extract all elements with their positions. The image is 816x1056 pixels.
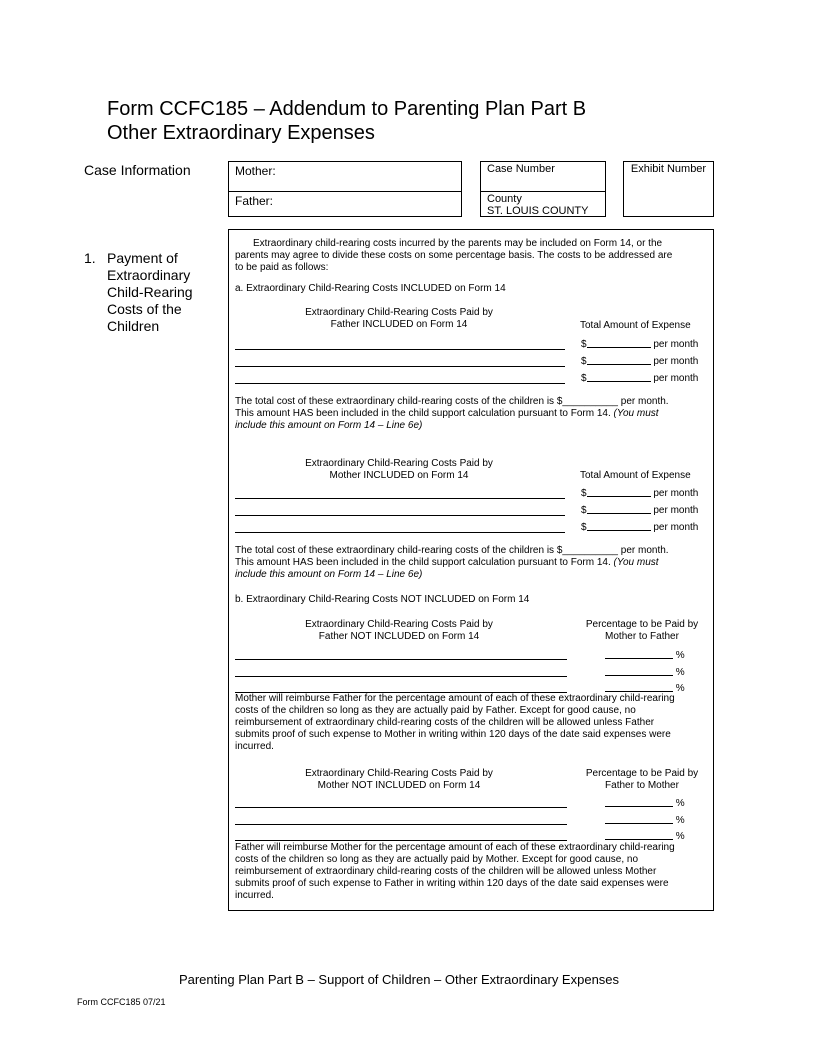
father-label: Father: [235,194,274,208]
county-label: County [487,193,522,205]
mother-label: Mother: [235,164,276,178]
mother-not-included-expense-line[interactable] [235,840,567,841]
mother-to-father-pct[interactable]: % [605,648,685,661]
mother-included-amount[interactable]: $ per month [581,505,699,516]
case-number-label: Case Number [487,163,555,175]
father-not-included-expense-line[interactable] [235,676,567,677]
case-number-field[interactable] [480,161,606,192]
mother-included-header-1: Extraordinary Child-Rearing Costs Paid by [305,458,493,469]
father-field[interactable] [228,191,462,217]
subsection-a-heading: a. Extraordinary Child-Rearing Costs INCLUDED on Form 14 [235,283,506,294]
father-not-included-expense-line[interactable] [235,659,567,660]
mother-included-expense-line[interactable] [235,498,565,499]
mother-not-included-expense-line[interactable] [235,807,567,808]
mother-field[interactable] [228,161,462,192]
father-included-header-1: Extraordinary Child-Rearing Costs Paid by [305,307,493,318]
father-included-total-line-1: The total cost of these extraordinary child-rearing costs of the children is $__________ per month. [235,396,669,407]
mother-not-included-expense-line[interactable] [235,824,567,825]
mother-included-expense-line[interactable] [235,515,565,516]
father-to-mother-pct[interactable]: % [605,813,685,826]
father-reimburse-line-4: submits proof of such expense to Father in writing within 120 days of the date said expenses were [235,878,669,889]
county-field[interactable] [480,191,606,217]
mother-included-header-2: Mother INCLUDED on Form 14 [329,470,469,481]
father-included-total-line-2: This amount HAS been included in the child support calculation pursuant to Form 14. (You must [235,408,659,419]
father-to-mother-pct-header-2: Father to Mother [605,780,679,791]
mother-reimburse-line-2: costs of the children so long as they are actually paid by Father. Except for good cause, no [235,705,636,716]
exhibit-number-label: Exhibit Number [630,163,707,175]
intro-line-1: Extraordinary child-rearing costs incurred by the parents may be included on Form 14, or the [253,238,663,249]
county-value: ST. LOUIS COUNTY [487,205,589,217]
page-footer: Parenting Plan Part B – Support of Children – Other Extraordinary Expenses [178,972,620,987]
mother-included-amount[interactable]: $ per month [581,522,699,533]
father-reimburse-line-2: costs of the children so long as they are actually paid by Mother. Except for good cause, no [235,854,639,865]
father-included-amount[interactable]: $ per month [581,339,699,350]
father-not-included-header-1: Extraordinary Child-Rearing Costs Paid by [305,619,493,630]
mother-included-amount[interactable]: $ per month [581,488,699,499]
section-title: Payment of Extraordinary Child-Rearing Costs of the Children [107,250,193,334]
mother-not-included-header-2: Mother NOT INCLUDED on Form 14 [317,780,481,791]
father-to-mother-pct[interactable]: % [605,796,685,809]
father-included-amount[interactable]: $ per month [581,356,699,367]
subsection-b-heading: b. Extraordinary Child-Rearing Costs NOT INCLUDED on Form 14 [235,594,530,605]
father-to-mother-pct-header-1: Percentage to be Paid by [585,768,699,779]
mother-included-total-line-3: include this amount on Form 14 – Line 6e) [235,569,423,580]
father-reimburse-line-1: Father will reimburse Mother for the percentage amount of each of these extraordinary child-rearing [235,842,675,853]
intro-line-2: parents may agree to divide these costs on some percentage basis. The costs to be addressed are [235,250,673,261]
intro-line-3: to be paid as follows: [235,262,329,273]
mother-reimburse-line-1: Mother will reimburse Father for the percentage amount of each of these extraordinary child-rearing [235,693,675,704]
mother-reimburse-line-3: reimbursement of extraordinary child-rearing costs of the children will be allowed unless Father [235,717,655,728]
father-reimburse-line-5: incurred. [235,890,274,901]
page-title-line1: Form CCFC185 – Addendum to Parenting Plan Part B [107,98,587,120]
mother-reimburse-line-5: incurred. [235,741,274,752]
total-amount-header: Total Amount of Expense [580,470,691,481]
father-included-expense-line[interactable] [235,383,565,384]
mother-reimburse-line-4: submits proof of such expense to Mother in writing within 120 days of the date said expenses were [235,729,671,740]
father-included-amount[interactable]: $ per month [581,373,699,384]
mother-included-total-line-2: This amount HAS been included in the child support calculation pursuant to Form 14. (You must [235,557,659,568]
father-to-mother-pct[interactable]: % [605,829,685,842]
mother-to-father-pct-header-1: Percentage to be Paid by [585,619,699,630]
father-included-expense-line[interactable] [235,366,565,367]
father-not-included-header-2: Father NOT INCLUDED on Form 14 [318,631,480,642]
case-information-label: Case Information [84,162,191,178]
father-reimburse-line-3: reimbursement of extraordinary child-rearing costs of the children will be allowed unless Mother [235,866,657,877]
mother-to-father-pct-header-2: Mother to Father [605,631,679,642]
father-included-expense-line[interactable] [235,349,565,350]
father-included-header-2: Father INCLUDED on Form 14 [330,319,468,330]
form-id: Form CCFC185 07/21 [77,997,166,1007]
section-number: 1. [84,250,96,266]
mother-to-father-pct[interactable]: % [605,665,685,678]
exhibit-number-field[interactable] [623,161,714,217]
total-amount-header: Total Amount of Expense [580,320,691,331]
father-included-total-line-3: include this amount on Form 14 – Line 6e) [235,420,423,431]
mother-to-father-pct[interactable]: % [605,681,685,694]
mother-included-total-line-1: The total cost of these extraordinary child-rearing costs of the children is $__________ per month. [235,545,669,556]
page-title-line2: Other Extraordinary Expenses [107,122,375,144]
expenses-section-box [228,229,714,911]
mother-not-included-header-1: Extraordinary Child-Rearing Costs Paid by [305,768,493,779]
mother-included-expense-line[interactable] [235,532,565,533]
